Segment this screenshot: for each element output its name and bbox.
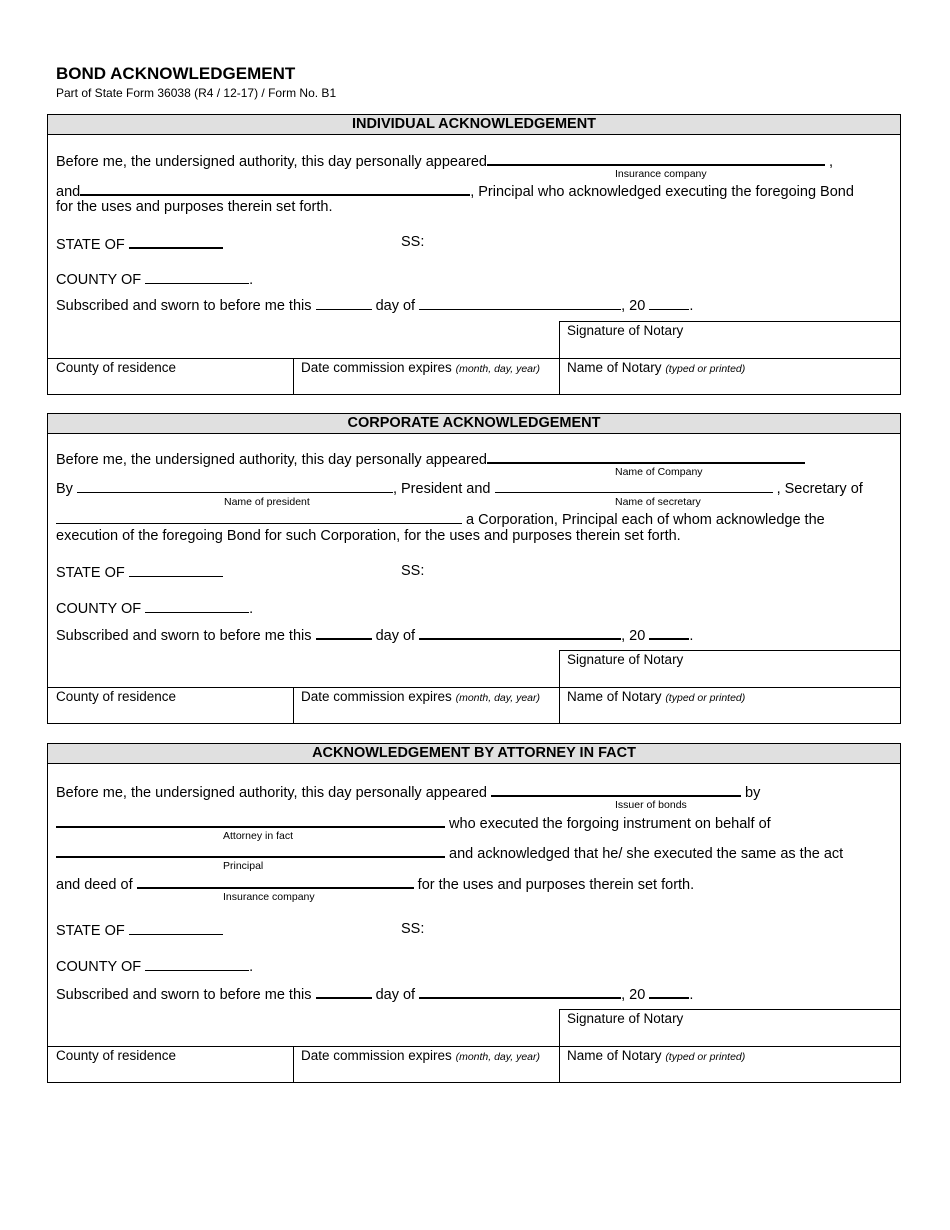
year-field[interactable] xyxy=(649,296,689,310)
ss-label: SS: xyxy=(401,921,425,937)
signature-of-notary-cell[interactable]: Signature of Notary xyxy=(567,652,684,667)
corporation-line: a Corporation, Principal each of whom acknowledge the xyxy=(56,510,825,528)
corporate-section xyxy=(47,413,901,724)
day-field[interactable] xyxy=(316,296,372,310)
county-of-residence-cell[interactable]: County of residence xyxy=(56,1048,177,1063)
county-field[interactable] xyxy=(145,270,249,284)
signature-of-notary-cell[interactable]: Signature of Notary xyxy=(567,323,684,338)
month-field[interactable] xyxy=(419,625,621,640)
state-of-line: STATE OF xyxy=(56,234,223,253)
attorney-in-fact-field[interactable] xyxy=(56,813,445,828)
subscribed-line: Subscribed and sworn to before me this day of , 20 . xyxy=(56,984,693,1003)
year-field[interactable] xyxy=(649,625,689,640)
corporation-field[interactable] xyxy=(56,510,462,524)
subscribed-line: Subscribed and sworn to before me this day of , 20 . xyxy=(56,298,694,314)
ss-label: SS: xyxy=(401,234,425,250)
state-field[interactable] xyxy=(129,921,223,935)
caption-name-of-president: Name of president xyxy=(224,496,310,508)
caption-name-of-secretary: Name of secretary xyxy=(615,496,701,508)
ss-label: SS: xyxy=(401,563,425,579)
signature-of-notary-cell[interactable]: Signature of Notary xyxy=(567,1011,684,1026)
form-title: BOND ACKNOWLEDGEMENT xyxy=(56,64,296,83)
individual-appeared-line: Before me, the undersigned authority, this day personally appeared , xyxy=(56,151,833,170)
caption-principal: Principal xyxy=(223,860,264,872)
date-commission-cell[interactable]: Date commission expires (month, day, year) xyxy=(301,360,540,375)
form-subtitle: Part of State Form 36038 (R4 / 12-17) / Form No. B1 xyxy=(56,86,337,100)
day-field[interactable] xyxy=(316,984,372,999)
attorney-section xyxy=(47,743,901,1083)
caption-name-of-company: Name of Company xyxy=(615,466,703,478)
state-field[interactable] xyxy=(129,563,223,577)
insurance-company-field[interactable] xyxy=(487,151,825,166)
state-of-line: STATE OF xyxy=(56,921,223,939)
date-commission-cell[interactable]: Date commission expires (month, day, year) xyxy=(301,689,540,704)
corporate-heading: CORPORATE ACKNOWLEDGEMENT xyxy=(48,414,900,434)
individual-section xyxy=(47,114,901,395)
company-name-field[interactable] xyxy=(487,449,805,464)
attorney-deed-line: and deed of for the uses and purposes therein set forth. xyxy=(56,874,694,893)
month-field[interactable] xyxy=(419,984,621,999)
individual-heading: INDIVIDUAL ACKNOWLEDGEMENT xyxy=(48,115,900,135)
name-of-notary-cell[interactable]: Name of Notary (typed or printed) xyxy=(567,689,746,704)
insurance-company-field[interactable] xyxy=(137,874,414,889)
county-of-residence-cell[interactable]: County of residence xyxy=(56,689,177,704)
attorney-appeared-line: Before me, the undersigned authority, this day personally appeared by xyxy=(56,782,760,801)
caption-insurance-company: Insurance company xyxy=(615,168,707,180)
president-field[interactable] xyxy=(77,479,393,493)
corporate-by-line: By , President and , Secretary of xyxy=(56,481,863,497)
name-of-notary-cell[interactable]: Name of Notary (typed or printed) xyxy=(567,360,746,375)
caption-attorney-in-fact: Attorney in fact xyxy=(223,830,294,842)
caption-issuer-of-bonds: Issuer of bonds xyxy=(615,799,687,811)
individual-and-line: and , Principal who acknowledged executing the foregoing Bond xyxy=(56,181,854,200)
state-field[interactable] xyxy=(129,234,223,249)
county-of-line: COUNTY OF . xyxy=(56,272,254,288)
day-field[interactable] xyxy=(316,625,372,640)
attorney-executed-line: who executed the forgoing instrument on behalf of xyxy=(56,813,771,832)
principal-field[interactable] xyxy=(80,181,470,196)
corporate-execution-text: execution of the foregoing Bond for such Corporation, for the uses and purposes therein set forth. xyxy=(56,528,681,544)
county-of-line: COUNTY OF . xyxy=(56,601,254,617)
attorney-heading: ACKNOWLEDGEMENT BY ATTORNEY IN FACT xyxy=(48,744,900,764)
caption-insurance-company: Insurance company xyxy=(223,891,315,903)
secretary-field[interactable] xyxy=(495,479,773,493)
issuer-of-bonds-field[interactable] xyxy=(491,782,741,797)
individual-uses-text: for the uses and purposes therein set forth. xyxy=(56,199,333,215)
principal-field[interactable] xyxy=(56,843,445,858)
attorney-acknowledged-line: and acknowledged that he/ she executed the same as the act xyxy=(56,843,843,862)
year-field[interactable] xyxy=(649,984,689,999)
county-of-line: COUNTY OF . xyxy=(56,959,254,975)
state-of-line: STATE OF xyxy=(56,563,223,581)
subscribed-line: Subscribed and sworn to before me this day of , 20 . xyxy=(56,625,693,644)
month-field[interactable] xyxy=(419,296,621,310)
date-commission-cell[interactable]: Date commission expires (month, day, year) xyxy=(301,1048,540,1063)
county-field[interactable] xyxy=(145,957,249,971)
county-field[interactable] xyxy=(145,599,249,613)
corporate-appeared-line: Before me, the undersigned authority, this day personally appeared xyxy=(56,449,805,468)
county-of-residence-cell[interactable]: County of residence xyxy=(56,360,177,375)
name-of-notary-cell[interactable]: Name of Notary (typed or printed) xyxy=(567,1048,746,1063)
